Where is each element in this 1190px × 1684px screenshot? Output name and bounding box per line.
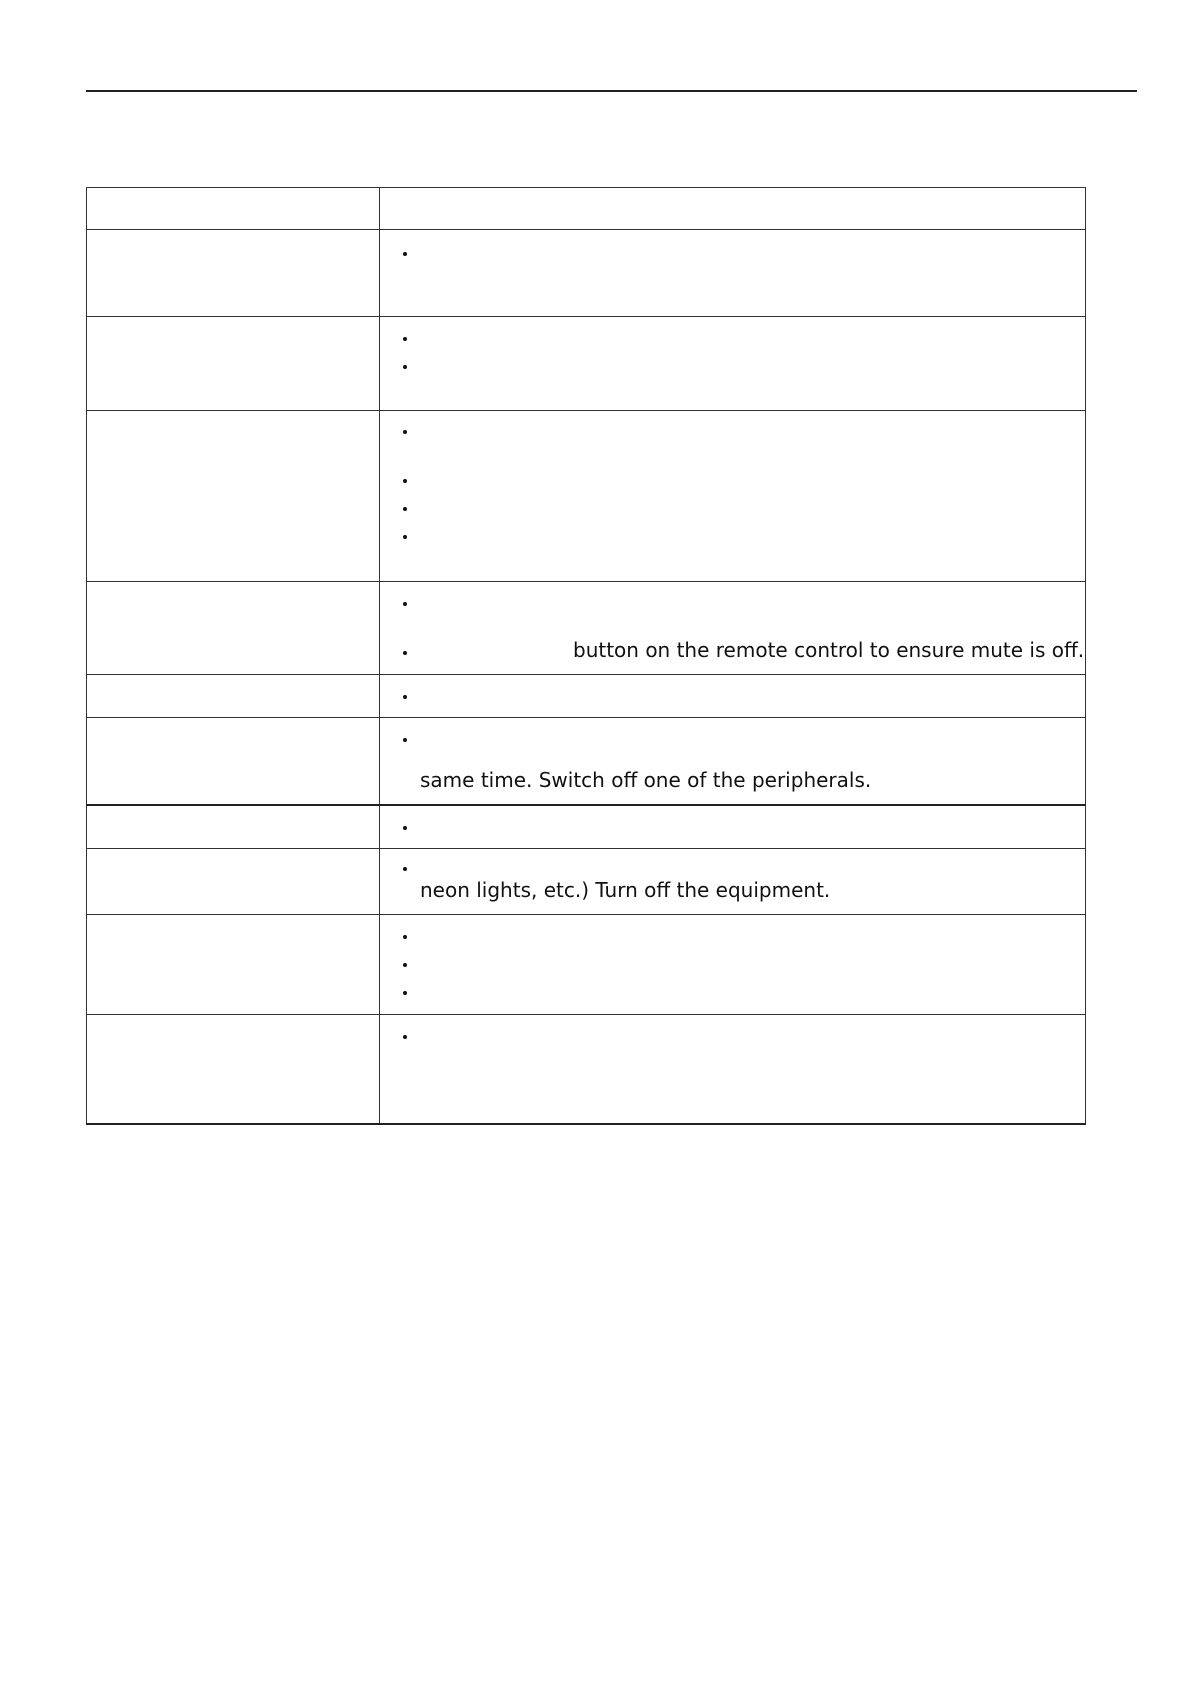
table-header-row	[87, 188, 1086, 230]
table-row	[87, 675, 1086, 718]
problem-cell	[87, 230, 380, 317]
table-row	[87, 230, 1086, 317]
solution-cell	[380, 805, 1086, 849]
problem-cell	[87, 675, 380, 718]
problem-cell	[87, 718, 380, 806]
table-row	[87, 582, 1086, 675]
problem-cell	[87, 582, 380, 675]
solution-cell	[380, 317, 1086, 411]
problem-cell	[87, 915, 380, 1015]
problem-cell	[87, 849, 380, 915]
solution-cell	[380, 230, 1086, 317]
bullet-icon	[403, 479, 407, 483]
bullet-icon	[403, 826, 407, 830]
problem-header-cell	[87, 188, 380, 230]
solution-cell	[380, 582, 1086, 675]
bullet-icon	[403, 695, 407, 699]
table-row	[87, 849, 1086, 915]
bullet-icon	[403, 252, 407, 256]
bullet-icon	[403, 507, 407, 511]
solution-cell	[380, 1015, 1086, 1125]
bullet-icon	[403, 867, 407, 871]
header-rule	[86, 90, 1137, 92]
solution-cell	[380, 675, 1086, 718]
problem-cell	[87, 317, 380, 411]
solution-cell	[380, 411, 1086, 582]
bullet-icon	[403, 602, 407, 606]
problem-cell	[87, 411, 380, 582]
table-row	[87, 718, 1086, 806]
solution-header-cell	[380, 188, 1086, 230]
table-row	[87, 805, 1086, 849]
troubleshooting-table	[86, 187, 1086, 1125]
solution-cell	[380, 718, 1086, 806]
bullet-icon	[403, 991, 407, 995]
bullet-icon	[403, 535, 407, 539]
bullet-icon	[403, 738, 407, 742]
table-row	[87, 1015, 1086, 1125]
bullet-icon	[403, 365, 407, 369]
bullet-icon	[403, 337, 407, 341]
table-row	[87, 915, 1086, 1015]
table-row	[87, 317, 1086, 411]
solution-text: same time. Switch off one of the peripherals.	[420, 768, 872, 792]
problem-cell	[87, 805, 380, 849]
bullet-icon	[403, 651, 407, 655]
problem-cell	[87, 1015, 380, 1125]
bullet-icon	[403, 430, 407, 434]
table-row	[87, 411, 1086, 582]
bullet-icon	[403, 935, 407, 939]
bullet-icon	[403, 963, 407, 967]
solution-text: neon lights, etc.) Turn off the equipment.	[420, 878, 831, 902]
solution-cell	[380, 849, 1086, 915]
solution-cell	[380, 915, 1086, 1015]
bullet-icon	[403, 1035, 407, 1039]
solution-text: button on the remote control to ensure mute is off.	[573, 638, 1085, 662]
